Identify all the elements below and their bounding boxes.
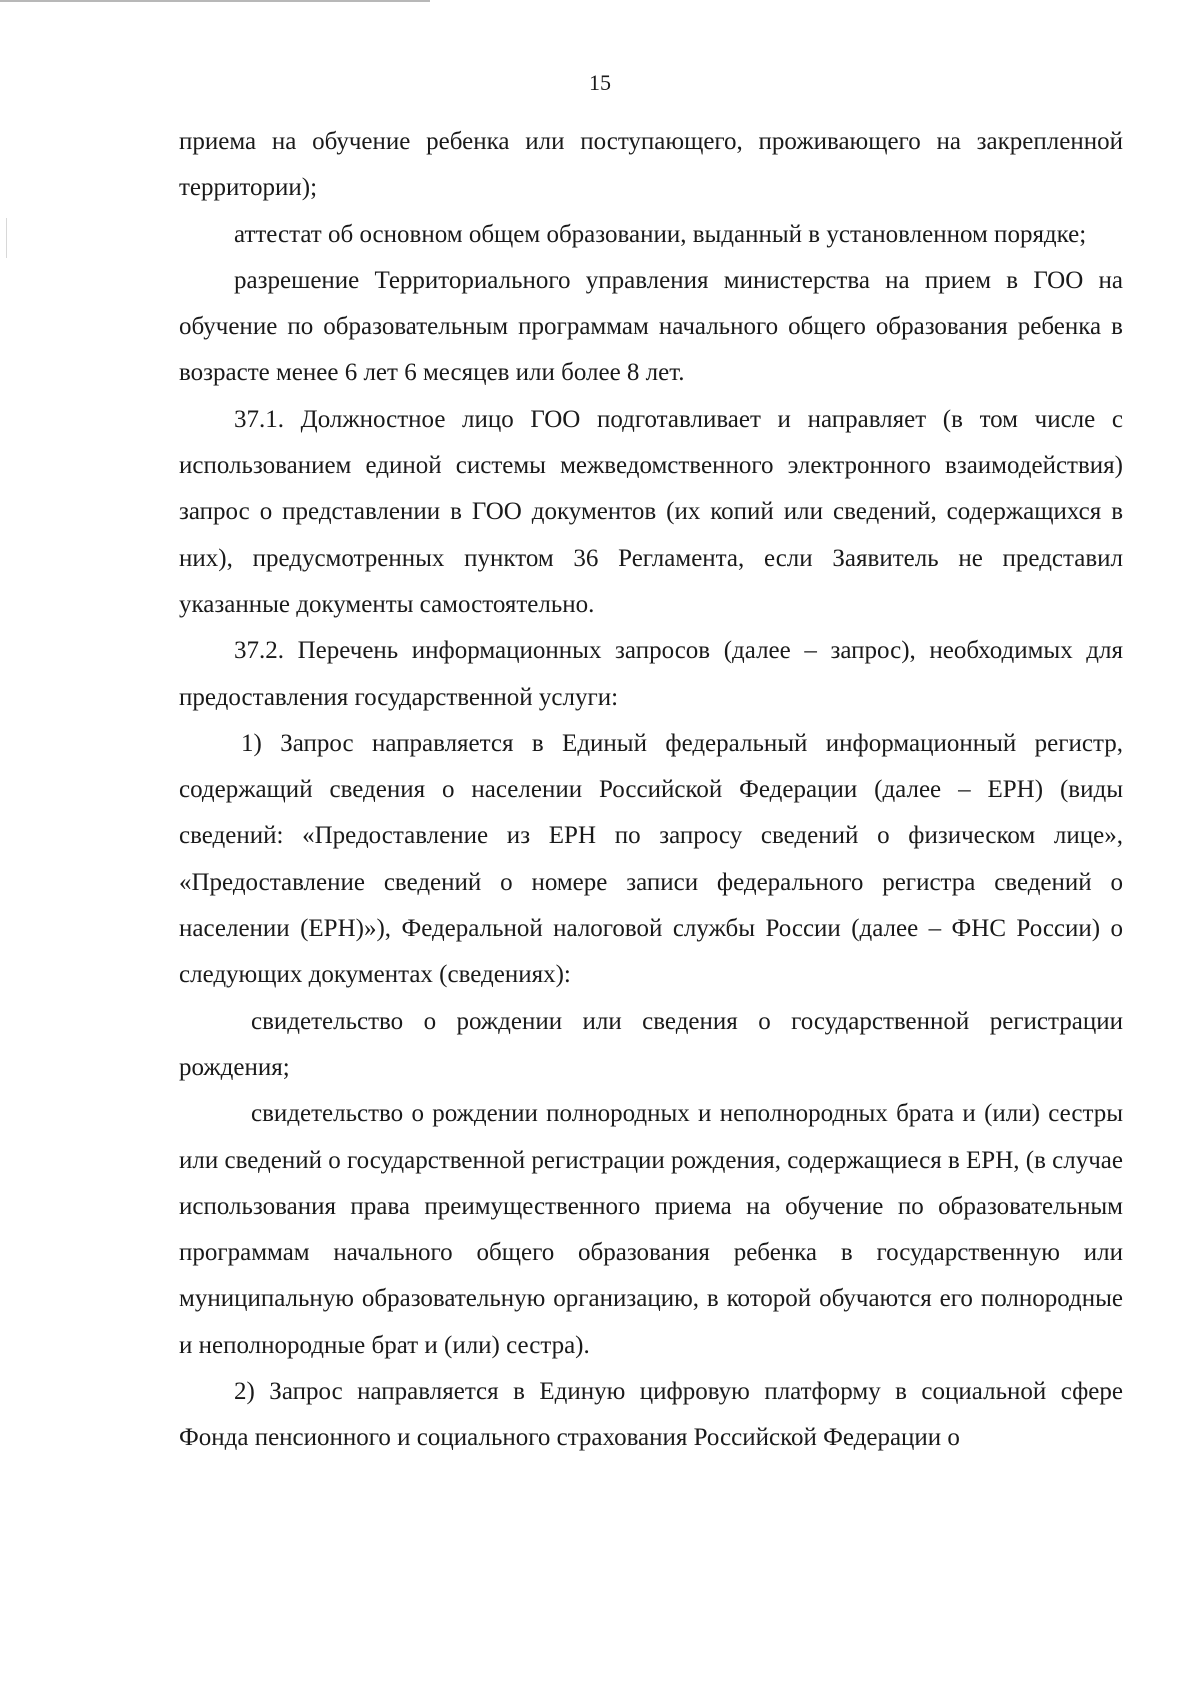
scan-edge-line	[0, 0, 430, 2]
page-number: 15	[589, 70, 611, 95]
paragraph-attestat: аттестат об основном общем образовании, выданный в установленном порядке;	[234, 220, 1087, 248]
scan-edge-mark	[6, 218, 7, 258]
document-body	[179, 119, 1123, 1462]
paragraph-siblings: свидетельство о рождении полнородных и неполнородных брата и (или) сестры или сведений о государственной регистрации рождения, содержащиеся в ЕРН, (в случае использования права преимущественного приема на обучение по образовательным программам начального общего образования ребенка в государственную или муниципальную образовательную организацию, в которой обучаются его полнородные и неполнородные брат и (или) сестра).	[179, 1100, 1123, 1359]
paragraph-request-2: 2) Запрос направляется в Единую цифровую платформу в социальной сфере Фонда пенсионного и социального страхования Российской Федерации о	[179, 1378, 1123, 1452]
paragraph-permission: разрешение Территориального управления министерства на прием в ГОО на обучение по образовательным программам начального общего образования ребенка в возрасте менее 6 лет 6 месяцев или более 8 лет.	[179, 266, 1123, 387]
paragraph-37-1: 37.1. Должностное лицо ГОО подготавливает и направляет (в том числе с использованием единой системы межведомственного электронного взаимодействия) запрос о представлении в ГОО документов (их копий или сведений, содержащихся в них), предусмотренных пунктом 36 Регламента, если Заявитель не представил указанные документы самостоятельно.	[179, 405, 1123, 618]
paragraph-request-1: 1) Запрос направляется в Единый федеральный информационный регистр, содержащий сведения о населении Российской Федерации (далее – ЕРН) (виды сведений: «Предоставление из ЕРН по запросу сведений о физическом лице», «Предоставление сведений о номере записи федерального регистра сведений о населении (ЕРН)»), Федеральной налоговой службы России (далее – ФНС России) о следующих документах (сведениях):	[179, 729, 1123, 989]
paragraph-37-2: 37.2. Перечень информационных запросов (далее – запрос), необходимых для предоставления государственной услуги:	[179, 637, 1123, 711]
paragraph-birth-certificate: свидетельство о рождении или сведения о государственной регистрации рождения;	[179, 1007, 1123, 1081]
paragraph-continuation: приема на обучение ребенка или поступающего, проживающего на закрепленной территории);	[179, 128, 1123, 202]
